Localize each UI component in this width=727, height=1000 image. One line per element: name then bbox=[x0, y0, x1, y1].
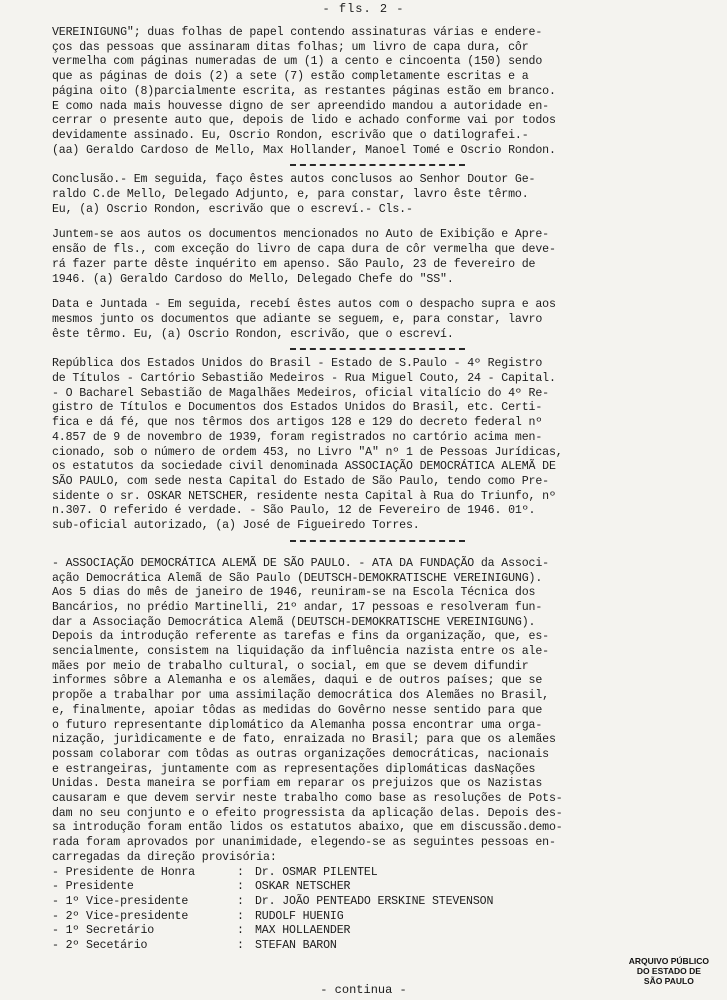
section-divider bbox=[290, 164, 465, 168]
text-line: - O Bacharel Sebastião de Magalhães Medeiros, oficial vitalício do 4º Re- bbox=[52, 386, 549, 400]
board-member-row bbox=[52, 939, 702, 954]
separator-colon: : bbox=[237, 939, 244, 953]
text-line: sa introdução foram então lidos os estatutos abaixo, que em discussão.demo- bbox=[52, 821, 563, 835]
text-line: cionado, sob o número de ordem 453, no Livro "A" nº 1 de Pessoas Jurídicas, bbox=[52, 445, 563, 459]
text-line: E como nada mais houvesse digno de ser apreendido mandou a autoridade en- bbox=[52, 99, 549, 113]
seizure-record-section bbox=[52, 26, 702, 158]
board-member-row bbox=[52, 880, 702, 895]
member-role: - 1º Secretário bbox=[52, 924, 155, 938]
text-line: - ASSOCIAÇÃO DEMOCRÁTICA ALEMÃ DE SÃO PAULO. - ATA DA FUNDAÇÃO da Associ- bbox=[52, 556, 549, 570]
text-line: Aos 5 dias do mês de janeiro de 1946, reuniram-se na Escola Técnica dos bbox=[52, 586, 536, 600]
text-line: o futuro representante diplomático da Alemanha possa encontrar uma orga- bbox=[52, 718, 543, 732]
text-line: Eu, (a) Oscrio Rondon, escrivão que o escreví.- Cls.- bbox=[52, 202, 413, 216]
text-line: n.307. O referido é verdade. - São Paulo, 12 de Fevereiro de 1946. 01º. bbox=[52, 504, 536, 518]
text-line: cerrar o presente auto que, depois de lido e achado conforme vai por todos bbox=[52, 114, 556, 128]
text-line: República dos Estados Unidos do Brasil - Estado de S.Paulo - 4º Registro bbox=[52, 357, 543, 371]
stamp-line: SÃO PAULO bbox=[643, 976, 694, 986]
member-name: Dr. OSMAR PILENTEL bbox=[255, 865, 378, 879]
text-line: mesmos junto os documentos que adiante se seguem, e, para constar, lavro bbox=[52, 312, 543, 326]
page-number-header: - fls. 2 - bbox=[322, 2, 405, 16]
text-line: sencialmente, consistem na liquidação da influência nazista entre os ale- bbox=[52, 645, 549, 659]
member-role: - 1º Vice-presidente bbox=[52, 894, 189, 908]
text-line: propõe a trabalhar por uma assimilação democrática dos Alemães no Brasil, bbox=[52, 689, 549, 703]
text-line: mães por meio de trabalho cultural, o social, em que se devem difundir bbox=[52, 659, 529, 673]
text-line: raldo C.de Mello, Delegado Adjunto, e, para constar, lavro êste têrmo. bbox=[52, 188, 529, 202]
founding-minutes-section bbox=[52, 557, 702, 954]
separator-colon: : bbox=[237, 909, 244, 923]
text-line: Depois da introdução referente as tarefas e fins da organização, que, es- bbox=[52, 630, 549, 644]
text-line: dam no seu conjunto e o efeito progressista da aplicação delas. Depois des- bbox=[52, 806, 563, 820]
text-line: êste têrmo. Eu, (a) Oscrio Rondon, escrivão, que o escreví. bbox=[52, 327, 454, 341]
text-line: rá fazer parte dêste inquérito em apenso. São Paulo, 23 de fevereiro de bbox=[52, 257, 536, 271]
text-line: vermelha com páginas numeradas de um (1) a cento e cincoenta (150) sendo bbox=[52, 55, 543, 69]
text-line: de Títulos - Cartório Sebastião Medeiros - Rua Miguel Couto, 24 - Capital. bbox=[52, 372, 556, 386]
board-member-row bbox=[52, 895, 702, 910]
text-line: Juntem-se aos autos os documentos mencionados no Auto de Exibição e Apre- bbox=[52, 228, 549, 242]
text-line: SÃO PAULO, com sede nesta Capital do Estado de São Paulo, tendo como Pre- bbox=[52, 474, 549, 488]
spacer bbox=[52, 287, 702, 298]
date-and-attachment-section bbox=[52, 298, 702, 342]
member-name: RUDOLF HUENIG bbox=[255, 909, 344, 923]
text-line: causaram e que devem servir neste trabalho como base as resoluções de Pots- bbox=[52, 792, 563, 806]
text-line: rada foram aprovados por unanimidade, elegendo-se as seguintes pessoas en- bbox=[52, 836, 556, 850]
text-line: Data e Juntada - Em seguida, recebí êstes autos com o despacho supra e aos bbox=[52, 298, 556, 312]
text-line: gistro de Títulos e Documentos dos Estados Unidos do Brasil, etc. Certi- bbox=[52, 401, 543, 415]
registry-certificate-section bbox=[52, 357, 702, 533]
stamp-line: ARQUIVO PÚBLICO bbox=[628, 956, 709, 966]
text-line: VEREINIGUNG"; duas folhas de papel contendo assinaturas várias e endere- bbox=[52, 26, 543, 39]
text-line: dar a Associação Democrática Alemã (DEUTSCH-DEMOKRATISCHE VEREINIGUNG). bbox=[52, 615, 536, 629]
document-body bbox=[52, 26, 702, 954]
stamp-line: DO ESTADO DE bbox=[636, 966, 701, 976]
text-line: 4.857 de 9 de novembro de 1939, foram registrados no cartório acima men- bbox=[52, 430, 543, 444]
text-line: que as páginas de dois (2) a sete (7) estão completamente escritas e a bbox=[52, 70, 529, 84]
board-member-row bbox=[52, 924, 702, 939]
member-name: MAX HOLLAENDER bbox=[255, 924, 351, 938]
text-line: 1946. (a) Geraldo Cardoso do Mello, Delegado Chefe do "SS". bbox=[52, 272, 454, 286]
text-line: ensão de fls., com exceção do livro de capa dura de côr vermelha que deve- bbox=[52, 243, 556, 257]
text-line: devidamente assinado. Eu, Oscrio Rondon, escrivão que o datilografei.- bbox=[52, 128, 529, 142]
text-line: Conclusão.- Em seguida, faço êstes autos conclusos ao Senhor Doutor Ge- bbox=[52, 173, 536, 187]
member-role: - Presidente de Honra bbox=[52, 865, 195, 879]
separator-colon: : bbox=[237, 865, 244, 879]
text-line: sub-oficial autorizado, (a) José de Figueiredo Torres. bbox=[52, 519, 420, 533]
signatures-line: (aa) Geraldo Cardoso de Mello, Max Hollander, Manoel Tomé e Oscrio Rondon. bbox=[52, 143, 556, 157]
member-name: STEFAN BARON bbox=[255, 939, 337, 953]
board-member-row bbox=[52, 866, 702, 881]
board-members-list bbox=[52, 866, 702, 954]
spacer bbox=[52, 217, 702, 228]
attachment-order-section bbox=[52, 228, 702, 287]
member-role: - 2º Vice-presidente bbox=[52, 909, 189, 923]
text-line: sidente o sr. OSKAR NETSCHER, residente nesta Capital à Rua do Triunfo, nº bbox=[52, 489, 556, 503]
text-line: fica e dá fé, que nos têrmos dos artigos 128 e 129 do decreto federal nº bbox=[52, 416, 543, 430]
text-line: e, finalmente, apoiar tôdas as medidas do Govêrno nesse sentido para que bbox=[52, 703, 543, 717]
text-line: os estatutos da sociedade civil denominada ASSOCIAÇÃO DEMOCRÁTICA ALEMÃ DE bbox=[52, 460, 556, 474]
spacer bbox=[52, 549, 702, 557]
continua-footer: - continua - bbox=[320, 983, 407, 997]
section-divider bbox=[290, 540, 465, 544]
text-line: Bancários, no prédio Martinelli, 21º andar, 17 pessoas e resolveram fun- bbox=[52, 600, 543, 614]
text-line: possam colaborar com tôdas as outras organizações democráticas, nacionais bbox=[52, 747, 549, 761]
text-line: nização, jurìdicamente e de fato, enraizada no Brasil; para que os alemães bbox=[52, 733, 556, 747]
text-line: ação Democrática Alemã de São Paulo (DEUTSCH-DEMOKRATISCHE VEREINIGUNG). bbox=[52, 571, 543, 585]
section-divider bbox=[290, 348, 465, 352]
member-name: OSKAR NETSCHER bbox=[255, 880, 351, 894]
text-line: carregadas da direção provisória: bbox=[52, 850, 277, 864]
member-role: - 2º Secetário bbox=[52, 939, 148, 953]
text-line: e estrangeiras, juntamente com as representações diplomáticas dasNações bbox=[52, 762, 536, 776]
member-name: Dr. JOÃO PENTEADO ERSKINE STEVENSON bbox=[255, 894, 494, 908]
text-line: página oito (8)parcialmente escrita, as restantes páginas estão em branco. bbox=[52, 84, 556, 98]
separator-colon: : bbox=[237, 880, 244, 894]
board-member-row bbox=[52, 910, 702, 925]
separator-colon: : bbox=[237, 924, 244, 938]
archive-stamp bbox=[629, 956, 709, 986]
conclusion-section bbox=[52, 173, 702, 217]
member-role: - Presidente bbox=[52, 880, 134, 894]
text-line: ços das pessoas que assinaram ditas folhas; um livro de capa dura, côr bbox=[52, 40, 529, 54]
text-line: Unidas. Desta maneira se porfiam em reparar os prejuizos que os Nazistas bbox=[52, 777, 543, 791]
text-line: informes sôbre a Alemanha e os alemães, daqui e de outros países; que se bbox=[52, 674, 543, 688]
separator-colon: : bbox=[237, 894, 244, 908]
